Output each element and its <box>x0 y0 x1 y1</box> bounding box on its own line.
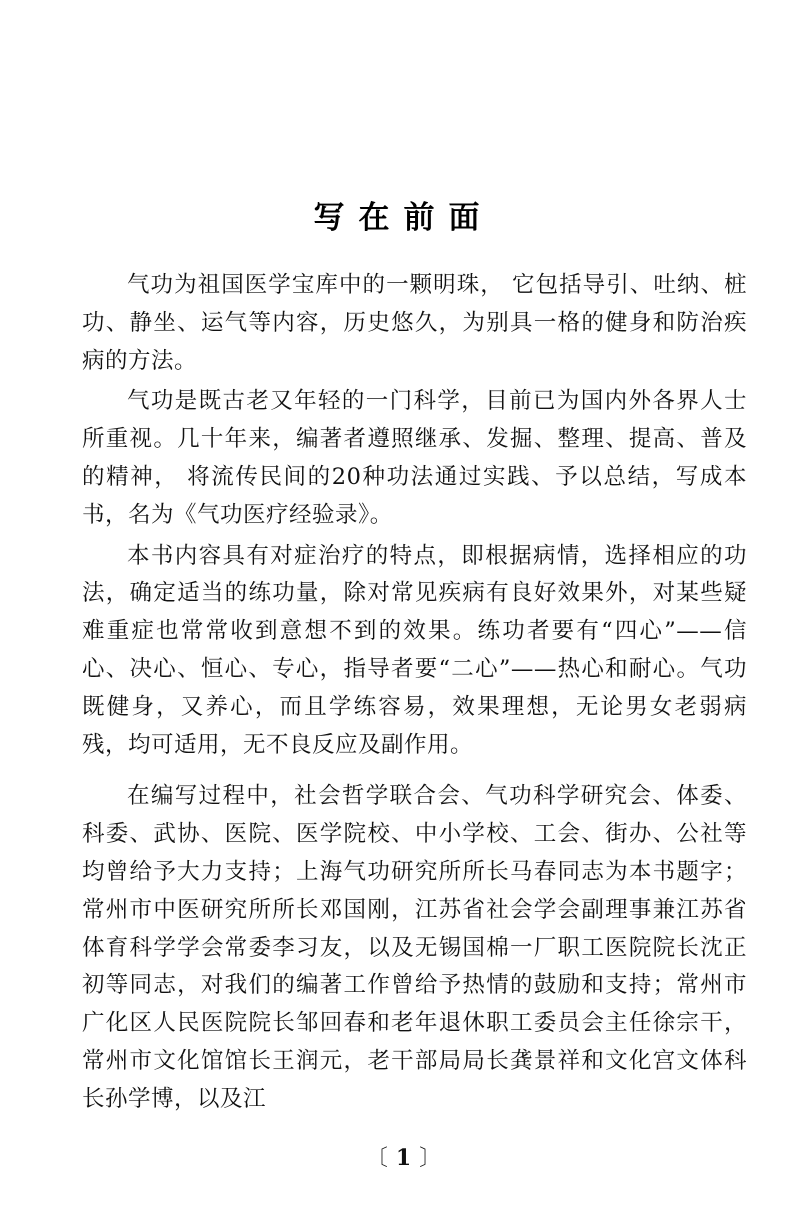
page-number <box>0 1143 807 1174</box>
page-number-close-bracket: 〕 <box>419 1146 442 1171</box>
page-number-value: 1 <box>395 1145 412 1171</box>
body-text <box>82 267 747 1122</box>
paragraph-2: 气功是既古老又年轻的一门科学，目前已为国内外各界人士所重视。几十年来，编著者遵照继承、发掘、整理、提高、普及的精神， 将流传民间的20种功法通过实践、予以总结，写成本书，名为《气功医疗经验录》。 <box>82 388 747 528</box>
page-number-open-bracket: 〔 <box>365 1146 388 1171</box>
paragraph-1: 气功为祖国医学宝库中的一颗明珠， 它包括导引、吐纳、桩功、静坐、运气等内容，历史悠久，为别具一格的健身和防治疾病的方法。 <box>82 272 747 374</box>
paragraph-4: 在编写过程中，社会哲学联合会、气功科学研究会、体委、科委、武协、医院、医学院校、中小学校、工会、街办、公社等均曾给予大力支持；上海气功研究所所长马春同志为本书题字；常州市中医研究所所长邓国刚，江苏省社会学会副理事兼江苏省体育科学学会常委李习友，以及无锡国棉一厂职工医院院长沈正初等同志，对我们的编著工作曾给予热情的鼓励和支持；常州市广化区人民医院院长邹回春和老年退休职工委员会主任徐宗干，常州市文化馆馆长王润元，老干部局局长龚景祥和文化宫文体科长孙学博，以及江 <box>82 783 747 1112</box>
page-title: 写在前面 <box>313 200 494 236</box>
paragraph-3: 本书内容具有对症治疗的特点，即根据病情，选择相应的功法，确定适当的练功量，除对常见疾病有良好效果外，对某些疑难重症也常常收到意想不到的效果。练功者要有“四心”——信心、决心、恒心、专心，指导者要“二心”——热心和耐心。气功既健身，又养心，而且学练容易，效果理想，无论男女老弱病残，均可适用，无不良反应及副作用。 <box>82 542 747 758</box>
